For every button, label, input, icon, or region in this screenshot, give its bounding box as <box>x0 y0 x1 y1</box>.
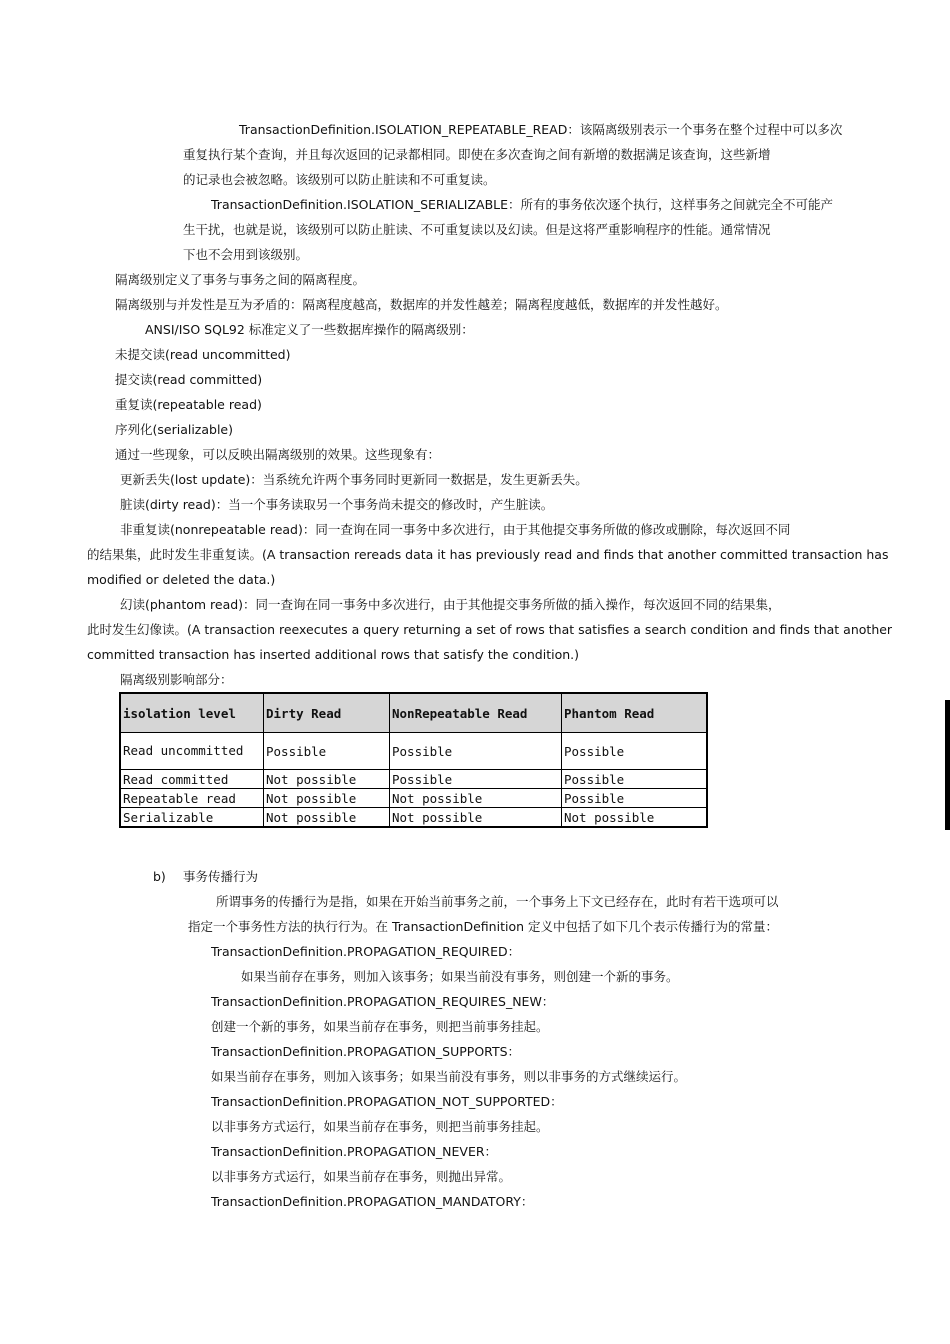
header-phantom-read: Phantom Read <box>562 693 708 733</box>
table-cell: Read committed <box>120 770 264 789</box>
propagation-requires-new-desc: 创建一个新的事务，如果当前存在事务，则把当前事务挂起。 <box>211 1019 549 1034</box>
table-cell: Repeatable read <box>120 789 264 808</box>
propagation-supports-name: TransactionDefinition.PROPAGATION_SUPPORTS： <box>211 1044 521 1059</box>
header-nonrepeatable-read: NonRepeatable Read <box>390 693 562 733</box>
section-b-title: 事务传播行为 <box>183 869 259 884</box>
level-serializable: 序列化(serializable) <box>115 422 233 437</box>
serializable-desc-line-1: TransactionDefinition.ISOLATION_SERIALIZABLE：所有的事务依次逐个执行，这样事务之间就完全不可能产 <box>211 197 834 212</box>
table-row <box>120 733 707 770</box>
table-cell: Possible <box>390 770 562 789</box>
isolation-impact-caption: 隔离级别影响部分： <box>120 672 233 687</box>
table-cell: Possible <box>562 789 708 808</box>
propagation-never-name: TransactionDefinition.PROPAGATION_NEVER： <box>211 1144 498 1159</box>
section-b-marker: b) <box>153 869 166 884</box>
propagation-intro-line-1: 所谓事务的传播行为是指，如果在开始当前事务之前，一个事务上下文已经存在，此时有若干选项可以 <box>216 894 779 909</box>
phantom-read-desc-line-1: 幻读(phantom read)：同一查询在同一事务中多次进行，由于其他提交事务所做的插入操作，每次返回不同的结果集， <box>120 597 781 612</box>
page-edge-bar <box>945 700 950 830</box>
isolation-definition: 隔离级别定义了事务与事务之间的隔离程度。 <box>115 272 366 287</box>
table-cell: Not possible <box>390 808 562 828</box>
table-cell: Not possible <box>562 808 708 828</box>
phenomena-intro: 通过一些现象，可以反映出隔离级别的效果。这些现象有： <box>115 447 441 462</box>
header-isolation-level: isolation level <box>120 693 264 733</box>
table-row <box>120 789 707 808</box>
table-cell: Not possible <box>264 789 390 808</box>
repeatable-read-desc-line-1: TransactionDefinition.ISOLATION_REPEATABLE_READ：该隔离级别表示一个事务在整个过程中可以多次 <box>239 122 843 137</box>
level-repeatable-read: 重复读(repeatable read) <box>115 397 262 412</box>
propagation-required-name: TransactionDefinition.PROPAGATION_REQUIRED： <box>211 944 521 959</box>
propagation-required-desc: 如果当前存在事务，则加入该事务；如果当前没有事务，则创建一个新的事务。 <box>241 969 679 984</box>
table-cell: Not possible <box>264 808 390 828</box>
dirty-read-desc: 脏读(dirty read)：当一个事务读取另一个事务尚未提交的修改时，产生脏读。 <box>120 497 554 512</box>
propagation-mandatory-name: TransactionDefinition.PROPAGATION_MANDATORY： <box>211 1194 534 1209</box>
phantom-read-desc-line-3: committed transaction has inserted additional rows that satisfy the condition.) <box>87 647 580 662</box>
table-row <box>120 808 707 828</box>
header-dirty-read: Dirty Read <box>264 693 390 733</box>
table-cell: Read uncommitted <box>120 733 264 770</box>
level-read-uncommitted: 未提交读(read uncommitted) <box>115 347 291 362</box>
phantom-read-desc-line-2: 此时发生幻像读。(A transaction reexecutes a query returning a set of rows that satisfies a search condition and finds that another <box>87 622 893 637</box>
table-cell: Possible <box>562 770 708 789</box>
table-cell: Possible <box>264 733 390 770</box>
repeatable-read-desc-line-3: 的记录也会被忽略。该级别可以防止脏读和不可重复读。 <box>183 172 496 187</box>
table-header-row <box>120 693 707 733</box>
nonrepeatable-read-desc-line-2: 的结果集，此时发生非重复读。(A transaction rereads data it has previously read and finds that another committed transaction has <box>87 547 889 562</box>
table-cell: Possible <box>390 733 562 770</box>
isolation-concurrency: 隔离级别与并发性是互为矛盾的：隔离程度越高，数据库的并发性越差；隔离程度越低，数据库的并发性越好。 <box>115 297 728 312</box>
table-cell: Possible <box>562 733 708 770</box>
nonrepeatable-read-desc-line-3: modified or deleted the data.) <box>87 572 276 587</box>
level-read-committed: 提交读(read committed) <box>115 372 263 387</box>
table-cell: Not possible <box>264 770 390 789</box>
table-row <box>120 770 707 789</box>
ansi-sql92-intro: ANSI/ISO SQL92 标准定义了一些数据库操作的隔离级别： <box>145 322 474 337</box>
repeatable-read-desc-line-2: 重复执行某个查询，并且每次返回的记录都相同。即使在多次查询之间有新增的数据满足该查询，这些新增 <box>183 147 771 162</box>
table-cell: Serializable <box>120 808 264 828</box>
propagation-supports-desc: 如果当前存在事务，则加入该事务；如果当前没有事务，则以非事务的方式继续运行。 <box>211 1069 687 1084</box>
propagation-intro-line-2: 指定一个事务性方法的执行行为。在 TransactionDefinition 定义中包括了如下几个表示传播行为的常量： <box>188 919 778 934</box>
propagation-never-desc: 以非事务方式运行，如果当前存在事务，则抛出异常。 <box>211 1169 512 1184</box>
propagation-not-supported-name: TransactionDefinition.PROPAGATION_NOT_SUPPORTED： <box>211 1094 563 1109</box>
serializable-desc-line-2: 生干扰，也就是说，该级别可以防止脏读、不可重复读以及幻读。但是这将严重影响程序的性能。通常情况 <box>183 222 771 237</box>
serializable-desc-line-3: 下也不会用到该级别。 <box>183 247 309 262</box>
table-cell: Not possible <box>390 789 562 808</box>
propagation-not-supported-desc: 以非事务方式运行，如果当前存在事务，则把当前事务挂起。 <box>211 1119 549 1134</box>
propagation-requires-new-name: TransactionDefinition.PROPAGATION_REQUIRES_NEW： <box>211 994 555 1009</box>
nonrepeatable-read-desc-line-1: 非重复读(nonrepeatable read)：同一查询在同一事务中多次进行，由于其他提交事务所做的修改或删除，每次返回不同 <box>120 522 791 537</box>
isolation-level-table <box>119 692 708 828</box>
lost-update-desc: 更新丢失(lost update)：当系统允许两个事务同时更新同一数据是，发生更新丢失。 <box>120 472 588 487</box>
